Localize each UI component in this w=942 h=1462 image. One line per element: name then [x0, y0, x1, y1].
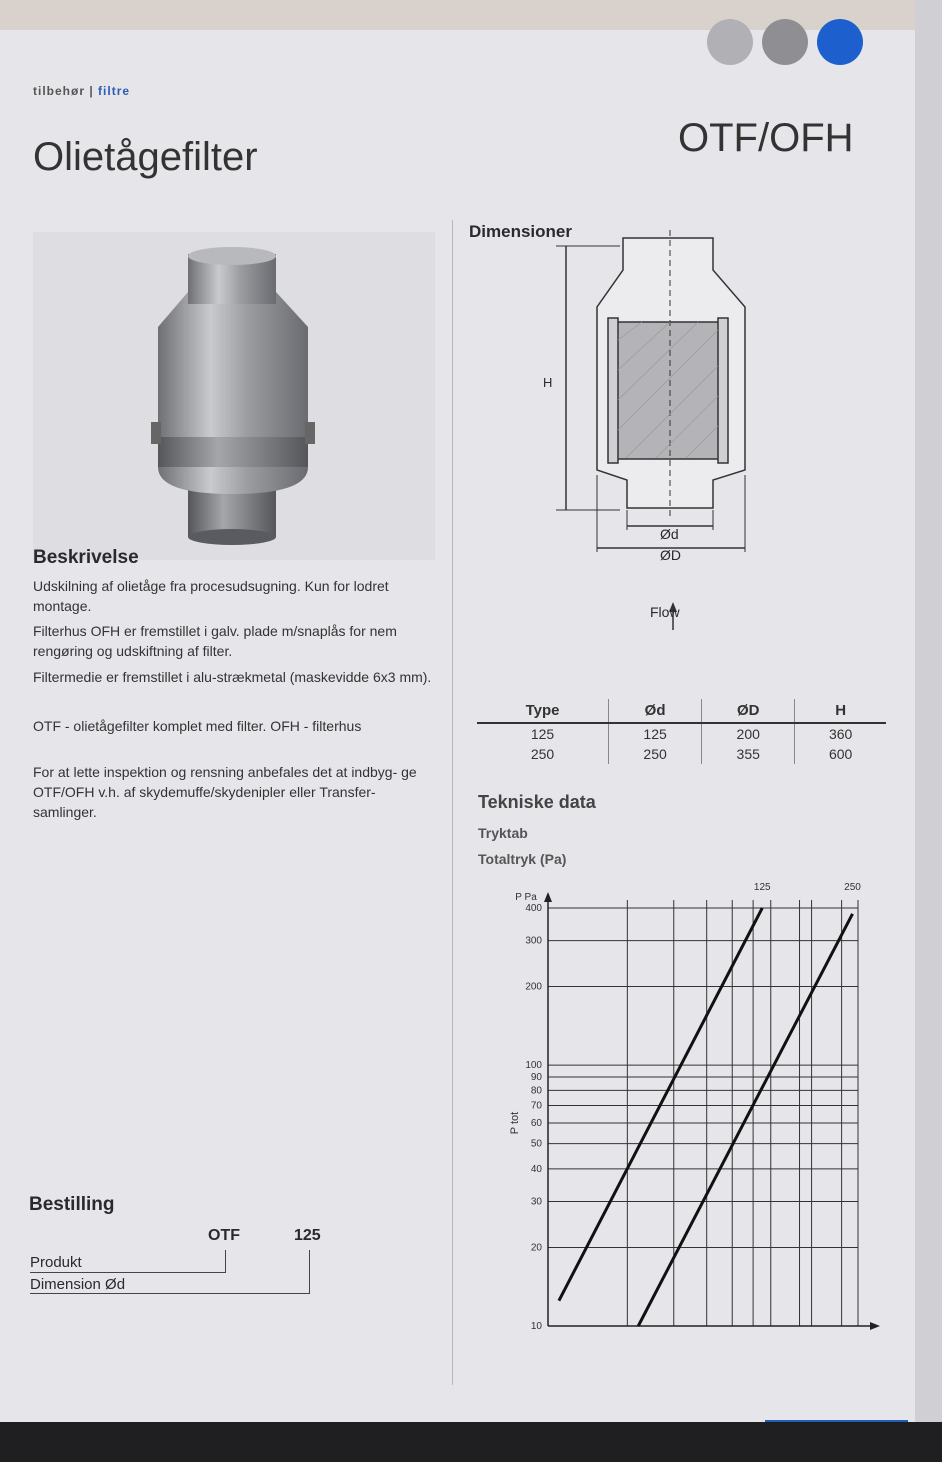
- order-heading: Bestilling: [29, 1194, 115, 1215]
- table-row: [477, 744, 886, 764]
- col-header-od-outer: ØD: [702, 699, 795, 723]
- product-photo: [33, 232, 435, 560]
- series-label: 125: [753, 882, 771, 893]
- table-row: [477, 723, 886, 744]
- dim-label-d-inner: Ød: [660, 526, 679, 542]
- order-code-size: 125: [294, 1227, 321, 1244]
- series-label: 250: [844, 882, 861, 893]
- table-cell: 360: [828, 726, 853, 742]
- dim-label-d-outer: ØD: [660, 547, 681, 563]
- y-tick-label: 100: [525, 1060, 542, 1072]
- order-tick-2: [309, 1250, 310, 1294]
- section-dot-mid: [762, 19, 808, 65]
- dimensions-heading: Dimensioner: [469, 222, 572, 241]
- y-tick-label: 60: [530, 1117, 542, 1129]
- series-line: [638, 914, 852, 1326]
- order-row-product: Produkt: [30, 1254, 82, 1271]
- description-para-3: Filtermedie er fremstillet i alu-strækmetal (maskevidde 6x3 mm).: [33, 669, 432, 685]
- y-tick-label: 300: [525, 935, 542, 947]
- y-tick-label: 30: [530, 1196, 542, 1208]
- catalog-page: [0, 30, 915, 1422]
- y-tick-label: 200: [525, 981, 542, 993]
- x-axis-arrow: [870, 1322, 880, 1330]
- y-tick-label: 40: [530, 1163, 542, 1175]
- breadcrumb-separator: |: [89, 84, 94, 98]
- order-tick-1: [225, 1250, 226, 1273]
- order-line-2: [30, 1293, 310, 1294]
- table-cell: 600: [828, 746, 853, 762]
- flow-label: Flow: [650, 604, 680, 620]
- table-cell: 200: [702, 723, 795, 744]
- order-row-dimension: Dimension Ød: [30, 1276, 126, 1293]
- table-cell: 250: [609, 744, 702, 764]
- y-tick-label: 50: [530, 1138, 542, 1150]
- y-tick-label: 10: [530, 1321, 542, 1330]
- table-cell: 125: [477, 723, 609, 744]
- col-header-type: Type: [477, 699, 609, 723]
- description-para-2: Filterhus OFH er fremstillet i galv. plade m/snaplås for nem rengøring og udskiftning af filter.: [33, 623, 397, 659]
- page-title: Olietågefilter: [33, 135, 258, 179]
- y-tick-label: 90: [530, 1072, 542, 1084]
- y-tick-label: 70: [530, 1100, 542, 1112]
- dimensions-table: [477, 699, 886, 764]
- col-header-h: H: [795, 699, 886, 723]
- description-heading: Beskrivelse: [33, 547, 139, 568]
- table-cell: 250: [477, 744, 609, 764]
- y-top-label: P Pa: [515, 892, 537, 903]
- filter-housing-image: [33, 232, 435, 560]
- dim-label-h: H: [543, 375, 553, 390]
- pressure-drop-chart: [490, 850, 900, 1330]
- table-cell: 125: [609, 723, 702, 744]
- description-para-1: Udskilning af olietåge fra procesudsugning. Kun for lodret montage.: [33, 578, 389, 614]
- y-tick-label: 20: [530, 1242, 542, 1254]
- technical-sub-totaltryk: Totaltryk (Pa): [478, 851, 567, 867]
- col-header-od-inner: Ød: [609, 699, 702, 723]
- description-para-4: OTF - olietågefilter komplet med filter. OFH - filterhus: [33, 718, 362, 734]
- breadcrumb-category: tilbehør: [33, 84, 85, 98]
- dimension-drawing: [530, 230, 790, 630]
- section-dot-active: [817, 19, 863, 65]
- bottom-dark-band: [0, 1422, 942, 1462]
- breadcrumb: [33, 84, 130, 98]
- y-side-label: P tot: [509, 1111, 521, 1135]
- y-tick-label: 400: [525, 903, 542, 914]
- technical-sub-tryktab: Tryktab: [478, 825, 528, 841]
- y-tick-label: 80: [530, 1085, 542, 1097]
- description-para-5: For at lette inspektion og rensning anbefales det at indbyg- ge OTF/OFH v.h. af skydemuffe/skydenipler eller Transfer- samlinger.: [33, 764, 417, 820]
- section-dot-light: [707, 19, 753, 65]
- column-divider: [452, 220, 453, 1385]
- breadcrumb-subcategory: filtre: [98, 84, 131, 98]
- order-line-1: [30, 1272, 226, 1273]
- table-header-row: [477, 699, 886, 723]
- product-code: OTF/OFH: [678, 116, 854, 160]
- page-edge: [915, 0, 942, 1462]
- technical-heading: Tekniske data: [478, 792, 596, 812]
- table-cell: 355: [702, 744, 795, 764]
- order-code-otf: OTF: [208, 1227, 240, 1244]
- y-axis-arrow: [544, 892, 552, 902]
